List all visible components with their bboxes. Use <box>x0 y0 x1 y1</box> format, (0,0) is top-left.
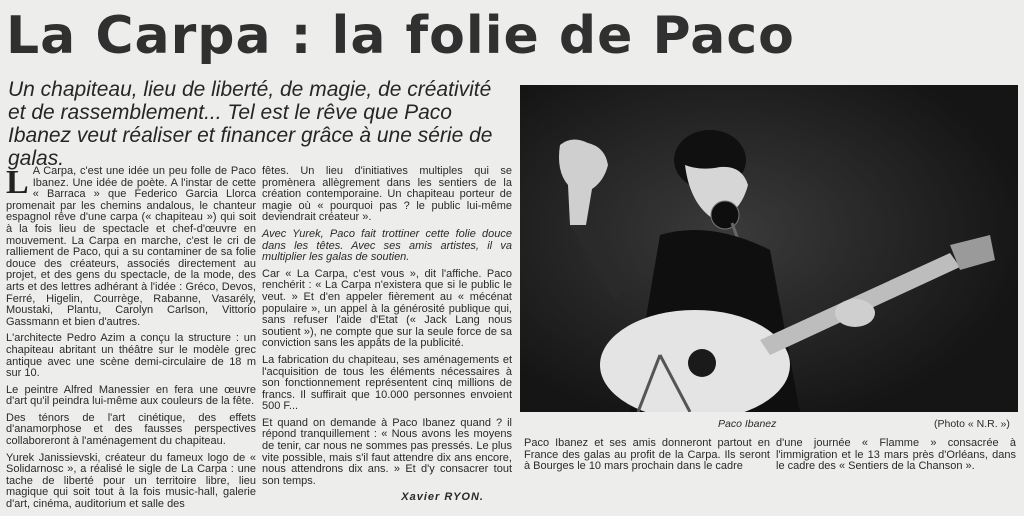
bottom-column-left <box>524 438 770 473</box>
bottom-column-right <box>776 438 1016 473</box>
paragraph: d'une journée « Flamme » consacrée à l'immigration et le 13 mars près d'Orléans, dans le cadre des « Sentiers de la Chanson ». <box>776 437 1016 473</box>
photo-caption: Paco Ibanez <box>718 418 777 430</box>
byline: Xavier RYON. <box>401 491 484 504</box>
article-column-2 <box>262 166 512 504</box>
paragraph: Yurek Janissievski, créateur du fameux logo de « Solidarnosc », a réalisé le sigle de La Carpa : une tache de liberté pour un territoire libre, lieu magique qui soit tout à la fois music-hall, galerie d'art, cinéma, auditorium et salle des <box>6 451 256 511</box>
paragraph: Et quand on demande à Paco Ibanez quand ? il répond tranquillement : « Nous avons les moyens de tenir, car nous ne sommes pas pressés. Le plus vite possible, mais s'il faut attendre dix ans encore, nous attendrons dix ans. » Et d'y consacrer tout son temps. <box>262 416 512 487</box>
paragraph: Des ténors de l'art cinétique, des effets d'anamorphose et des fausses perspectives collaboreront à l'aménagement du chapiteau. <box>6 411 256 448</box>
drop-cap: L <box>6 164 29 201</box>
paragraph: La fabrication du chapiteau, ses aménagements et l'acquisition de tous les éléments nécessaires à son fonctionnement représentent cinq millions de francs. Il suffirait que 10.000 personnes envoient 500 F... <box>262 353 512 413</box>
article-column-1 <box>6 166 256 516</box>
paragraph: fêtes. Un lieu d'initiatives multiples qui se promènera allègrement dans les sentiers de la création contemporaine. Un chapiteau porteur de magie où « pourquoi pas ? le public lui-même deviendrait créateur ». <box>262 165 512 224</box>
photo-paco-ibanez <box>520 85 1018 412</box>
paragraph: Avec Yurek, Paco fait trottiner cette folie douce dans les têtes. Avec ses amis artistes, il va multiplier les galas de soutien. <box>262 227 512 264</box>
paragraph: Le peintre Alfred Manessier en fera une œuvre d'art qu'il peindra lui-même aux couleurs de la fête. <box>6 383 256 408</box>
paragraph: L A Carpa, c'est une idée un peu folle de Paco Ibanez. Une idée de poète. A l'instar de cette « Barraca » que Federico Garcia Llorca promenait par les chemins andalous, le chanteur espagnol rêve d'une carpa (« chapiteau ») qui soit à la fois lieu de spectacle et chef-d'œuvre en mouvement. La Carpa en marche, c'est le cri de ralliement de Paco, qui a su contaminer de sa folie douce des créateurs, associés directement au projet, et des gens du spectacle, de la mode, des arts et des lettres adhérant à l'idée : Gréco, Devos, Ferré, Higelin, Courrège, Rabanne, Vasarély, Moustaki, Plantu, Carolyn Carlson, Vittorio Gassmann et bien d'autres. <box>6 164 256 328</box>
paragraph: Car « La Carpa, c'est vous », dit l'affiche. Paco renchérit : « La Carpa n'existera que si le public le veut. » Et d'en appeler fièrement au « mécénat populaire », un appel à la générosité publique qui, sans refuser l'aide d'Etat (« Jack Lang nous soutient »), ne compte que sur la seule force de sa conviction sans les appâts de la publicité. <box>262 267 512 350</box>
photo-credit: (Photo « N.R. ») <box>934 418 1010 430</box>
photo-illustration <box>520 85 1018 412</box>
headline: La Carpa : la folie de Paco <box>6 6 795 66</box>
paragraph: Paco Ibanez et ses amis donneront partout en France des galas au profit de la Carpa. Ils seront à Bourges le 10 mars prochain dans le cadre <box>524 437 770 473</box>
paragraph: L'architecte Pedro Azim a conçu la structure : un chapiteau abritant un théâtre sur le modèle grec antique avec une scène demi-circulaire de 18 m sur 10. <box>6 332 256 380</box>
standfirst: Un chapiteau, lieu de liberté, de magie, de créativité et de rassemblement... Tel est le rêve que Paco Ibanez veut réaliser et financer grâce à une série de galas. <box>8 78 493 170</box>
